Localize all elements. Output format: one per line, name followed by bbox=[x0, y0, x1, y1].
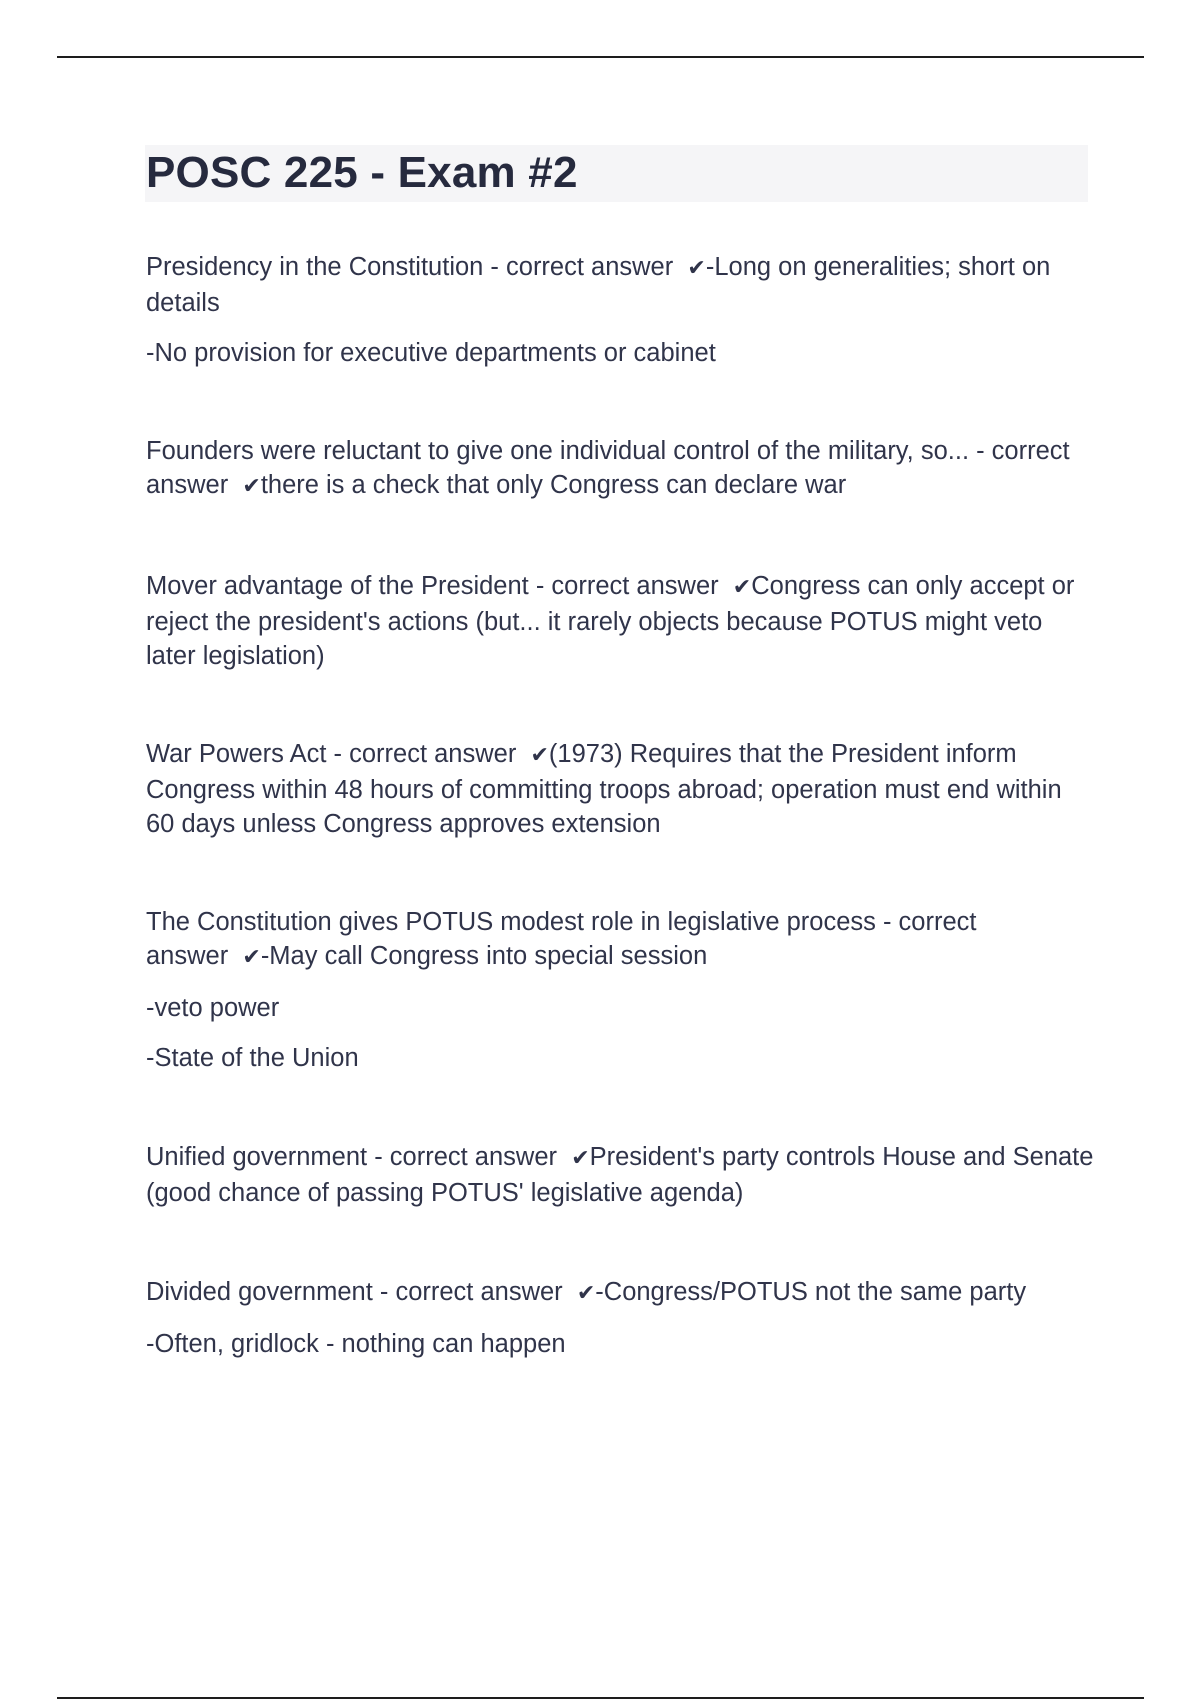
document-title: POSC 225 - Exam #2 bbox=[146, 148, 578, 197]
checkmark-icon: ✔ bbox=[242, 474, 261, 499]
question-text: Mover advantage of the President - correct answer bbox=[146, 572, 719, 600]
qa-entry bbox=[146, 905, 1096, 1091]
qa-text bbox=[146, 905, 1096, 975]
qa-entry bbox=[146, 250, 1096, 386]
answer-text: Congress can only accept or reject the president's actions (but... it rarely objects because POTUS might veto later legislation) bbox=[146, 572, 1075, 670]
checkmark-icon: ✔ bbox=[732, 575, 752, 600]
question-text: Divided government - correct answer bbox=[146, 1278, 563, 1306]
qa-text bbox=[146, 434, 1096, 504]
question-text: Unified government - correct answer bbox=[146, 1143, 558, 1171]
answer-text: (1973) Requires that the President inform Congress within 48 hours of committing troops abroad; operation must end within 60 days unless Congress approves extension bbox=[146, 740, 1062, 838]
qa-text bbox=[146, 250, 1096, 320]
qa-text bbox=[146, 1140, 1096, 1210]
answer-extra-line: -No provision for executive departments or cabinet bbox=[146, 339, 716, 367]
answer-text: President's party controls House and Senate (good chance of passing POTUS' legislative agenda) bbox=[146, 1143, 1094, 1207]
question-text: The Constitution gives POTUS modest role in legislative process - correct answer bbox=[146, 908, 977, 970]
answer-text: -May call Congress into special session bbox=[260, 942, 708, 970]
qa-entry bbox=[146, 434, 1096, 520]
checkmark-icon: ✔ bbox=[687, 256, 706, 281]
answer-extra-line: -veto power bbox=[146, 994, 280, 1022]
qa-text bbox=[146, 1275, 1096, 1311]
question-text: Founders were reluctant to give one individual control of the military, so... - correct answer bbox=[146, 437, 1070, 499]
qa-entry bbox=[146, 737, 1096, 857]
top-rule bbox=[57, 56, 1144, 58]
qa-entry bbox=[146, 569, 1096, 689]
checkmark-icon: ✔ bbox=[242, 945, 261, 970]
qa-text bbox=[146, 737, 1096, 841]
qa-text bbox=[146, 569, 1096, 673]
answer-extra-line: -State of the Union bbox=[146, 1044, 359, 1072]
question-text: Presidency in the Constitution - correct answer bbox=[146, 253, 674, 281]
answer-text: -Congress/POTUS not the same party bbox=[595, 1278, 1027, 1306]
answer-extra-line: -Often, gridlock - nothing can happen bbox=[146, 1330, 566, 1358]
checkmark-icon: ✔ bbox=[571, 1146, 590, 1171]
bottom-rule bbox=[57, 1697, 1144, 1699]
answer-text: -Long on generalities; short on details bbox=[146, 253, 1051, 317]
checkmark-icon: ✔ bbox=[530, 743, 549, 768]
answer-text: there is a check that only Congress can declare war bbox=[260, 471, 847, 499]
qa-entry bbox=[146, 1140, 1096, 1226]
checkmark-icon: ✔ bbox=[576, 1281, 596, 1306]
qa-entry bbox=[146, 1275, 1096, 1377]
question-text: War Powers Act - correct answer bbox=[146, 740, 517, 768]
